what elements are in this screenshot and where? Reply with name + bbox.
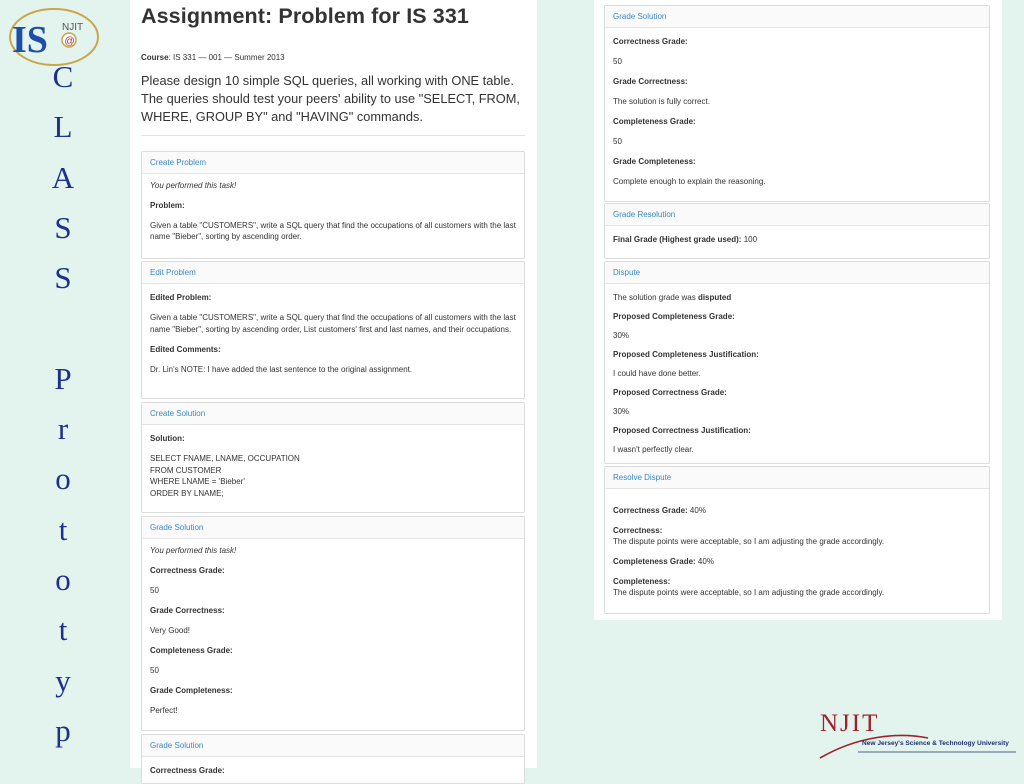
grade-completeness-label: Grade Completeness: (150, 686, 233, 695)
proposed-completeness-justification-label: Proposed Completeness Justification: (613, 350, 759, 359)
proposed-correctness-label: Proposed Correctness Grade: (613, 388, 727, 397)
dispute-link[interactable]: Dispute (605, 262, 989, 284)
resolved-completeness-label: Completeness: (613, 577, 671, 586)
edited-comments-text: Dr. Lin's NOTE: I have added the last sentence to the original assignment. (150, 365, 413, 374)
resolved-completeness-grade-value: 40% (695, 557, 714, 566)
correctness-grade-value: 50 (613, 57, 622, 66)
assignment-description: Please design 10 simple SQL queries, all working with ONE table. The queries should test your peers' ability to use "SELECT, FROM, WHERE, GROUP BY" and "HAVING" commands. (141, 73, 520, 124)
code-line: FROM CUSTOMER (150, 465, 222, 475)
problem-label: Problem: (150, 201, 185, 210)
correctness-grade-label: Correctness Grade: (613, 37, 688, 46)
solution-label: Solution: (150, 434, 185, 443)
dispute-status-prefix: The solution grade was (613, 293, 698, 302)
vertical-title-letter: S (54, 260, 72, 296)
grade-correctness-value: Very Good! (150, 626, 191, 635)
proposed-completeness-label: Proposed Completeness Grade: (613, 312, 735, 321)
resolved-completeness-grade (613, 556, 981, 567)
grade-solution-link[interactable]: Grade Solution (142, 517, 524, 539)
vertical-title-letter: P (54, 360, 72, 396)
course-line (141, 53, 285, 62)
grade-correctness-label: Grade Correctness: (150, 606, 225, 615)
performed-note: You performed this task! (150, 181, 237, 190)
grade-completeness-value: Perfect! (150, 706, 178, 715)
performed-note: You performed this task! (150, 546, 237, 555)
resolved-correctness-label: Correctness: (613, 526, 663, 535)
correctness-grade-label: Correctness Grade: (150, 766, 225, 775)
problem-text: Given a table "CUSTOMERS", write a SQL query that find the occupations of all customers with the last name "Bieber", sorting by ascending order. (150, 221, 516, 241)
logo-small-text: NJIT (62, 22, 84, 33)
vertical-title-letter: y (55, 662, 71, 698)
code-line: WHERE LNAME = 'Bieber' (150, 477, 245, 487)
divider (141, 135, 525, 136)
correctness-grade-label: Correctness Grade: (150, 566, 225, 575)
vertical-title-letter: S (54, 209, 72, 245)
edited-comments-label: Edited Comments: (150, 345, 221, 354)
proposed-correctness-value: 30% (613, 407, 630, 416)
resolve-dispute-link[interactable]: Resolve Dispute (605, 467, 989, 489)
grade-resolution-link[interactable]: Grade Resolution (605, 204, 989, 226)
completeness-grade-value: 50 (613, 137, 622, 146)
grade-completeness-label: Grade Completeness: (613, 157, 696, 166)
code-line: ORDER BY LNAME; (150, 489, 224, 499)
resolved-completeness-grade-label: Completeness Grade: (613, 557, 696, 566)
vertical-title-letter: t (58, 511, 68, 547)
dispute-status (613, 292, 981, 303)
edit-problem-link[interactable]: Edit Problem (142, 262, 524, 284)
dispute-status-word: disputed (697, 293, 732, 302)
grade-completeness-value: Complete enough to explain the reasoning. (613, 177, 766, 186)
vertical-title-letter: C (52, 59, 74, 94)
create-problem-panel (141, 151, 525, 259)
vertical-title-letter: r (57, 411, 69, 447)
vertical-title-letter: A (51, 159, 75, 195)
logo-at-text: @ (64, 36, 75, 47)
solution-code (150, 453, 516, 500)
resolved-correctness-text: The dispute points were acceptable, so I am adjusting the grade accordingly. (613, 537, 885, 546)
correctness-grade-value: 50 (150, 586, 159, 595)
edited-problem-label: Edited Problem: (150, 293, 212, 302)
grade-solution-link[interactable]: Grade Solution (142, 735, 524, 757)
edited-problem-text: Given a table "CUSTOMERS", write a SQL query that find the occupations of all customers with the last name "Bieber", sorting by ascending order, List customers' first and last names, and their occupations. (150, 313, 516, 334)
resolved-correctness-grade-value: 40% (687, 506, 706, 515)
grade-solution-panel (141, 516, 525, 731)
create-solution-link[interactable]: Create Solution (142, 403, 524, 425)
final-grade-label: Final Grade (Highest grade used): (613, 235, 742, 244)
resolve-dispute-panel (604, 466, 990, 614)
assignment-title: Assignment: Problem for IS 331 (141, 4, 469, 28)
final-grade-value: 100 (741, 235, 758, 244)
njit-wordmark: NJIT (820, 710, 880, 737)
course-label: Course (141, 53, 169, 62)
logo-big-text: IS (12, 19, 48, 61)
completeness-grade-label: Completeness Grade: (613, 117, 696, 126)
vertical-title-letter: o (55, 561, 71, 597)
code-line: SELECT FNAME, LNAME, OCCUPATION (150, 454, 300, 463)
njit-logo (818, 708, 1018, 758)
grade-correctness-value: The solution is fully correct. (613, 97, 710, 106)
resolved-completeness-text: The dispute points were acceptable, so I am adjusting the grade accordingly. (613, 588, 885, 597)
proposed-correctness-justification-label: Proposed Correctness Justification: (613, 426, 751, 435)
vertical-title-spacer (40, 303, 86, 353)
edit-problem-panel (141, 261, 525, 399)
course-value: : IS 331 — 001 — Summer 2013 (168, 53, 285, 62)
proposed-correctness-justification: I wasn't perfectly clear. (613, 445, 694, 454)
grade-solution-panel (604, 5, 990, 202)
vertical-title-letter: o (55, 461, 71, 497)
vertical-title-letter: p (55, 712, 71, 748)
grade-solution-panel (141, 734, 525, 784)
create-solution-panel (141, 402, 525, 513)
final-grade (613, 234, 981, 245)
proposed-completeness-value: 30% (613, 331, 630, 340)
njit-tagline: New Jersey's Science & Technology University (862, 740, 1009, 747)
grade-resolution-panel (604, 203, 990, 259)
grade-solution-link[interactable]: Grade Solution (605, 6, 989, 28)
proposed-completeness-justification: I could have done better. (613, 369, 701, 378)
vertical-title (40, 52, 86, 756)
grade-correctness-label: Grade Correctness: (613, 77, 688, 86)
resolved-correctness-grade-label: Correctness Grade: (613, 506, 688, 515)
vertical-title-letter: t (58, 612, 68, 648)
dispute-panel (604, 261, 990, 464)
assignment-page-right (594, 0, 1002, 620)
create-problem-link[interactable]: Create Problem (142, 152, 524, 174)
completeness-grade-value: 50 (150, 666, 159, 675)
vertical-title-letter: L (53, 109, 73, 145)
assignment-page-left (130, 0, 537, 775)
completeness-grade-label: Completeness Grade: (150, 646, 233, 655)
resolved-correctness-grade (613, 505, 981, 516)
